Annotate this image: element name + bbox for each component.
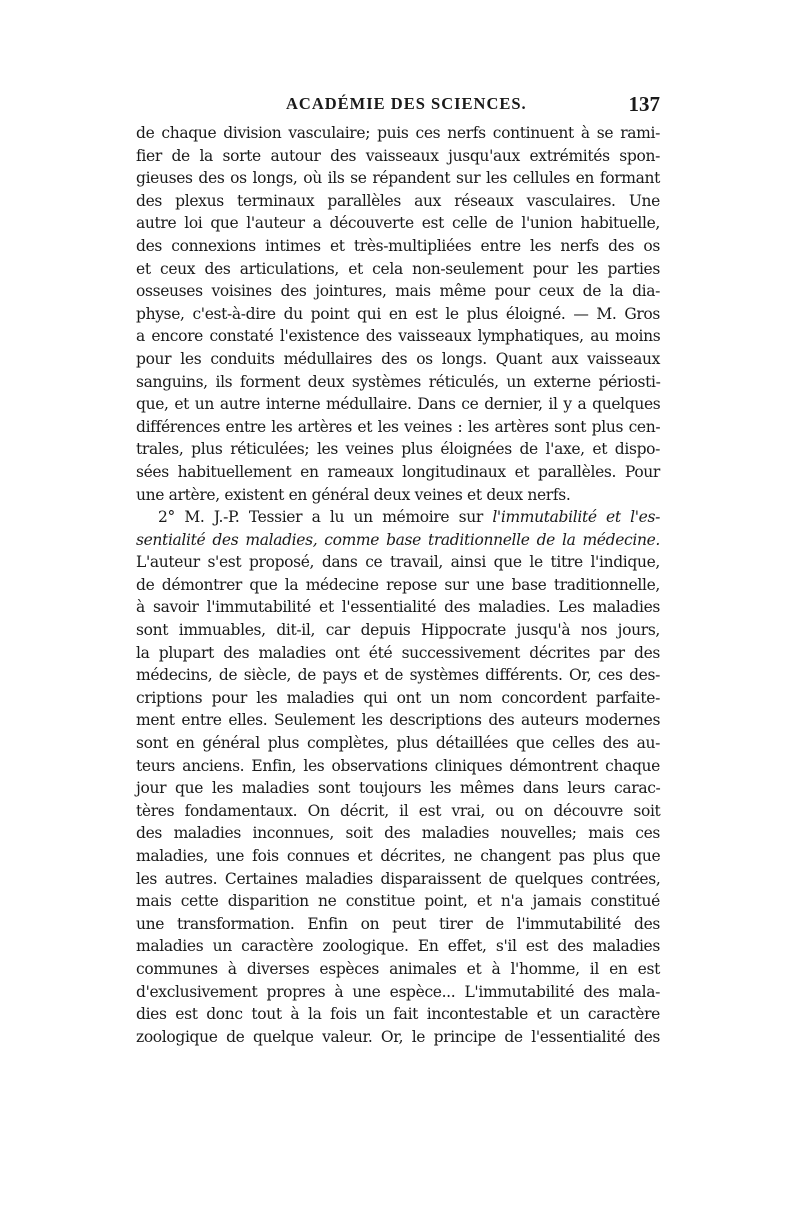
text-line: maladies, une fois connues et décrites, ne changent pas plus que: [136, 847, 661, 865]
text-line: des plexus terminaux parallèles aux réseaux vasculaires. Une: [136, 191, 660, 210]
text-line: L'auteur s'est proposé, dans ce travail, ainsi que le titre l'indique,: [136, 553, 660, 572]
running-title: ACADÉMIE DES SCIENCES.: [286, 94, 527, 113]
text-line: communes à diverses espèces animales et à l'homme, il en est: [136, 959, 660, 978]
text-line: à savoir l'immutabilité et l'essentialité des maladies. Les maladies: [136, 598, 661, 617]
text-line-italic: l'immutabilité et l'es-: [492, 508, 660, 527]
text-line: teurs anciens. Enfin, les observations cliniques démontrent chaque: [136, 756, 660, 775]
text-line-italic: sentialité des maladies, comme base traditionnelle de la médecine.: [136, 530, 660, 549]
text-line: les autres. Certaines maladies disparaissent de quelques contrées,: [136, 869, 661, 888]
text-line: la plupart des maladies ont été successivement décrites par des: [136, 643, 660, 662]
text-line: a encore constaté l'existence des vaisseaux lymphatiques, au moins: [136, 327, 661, 346]
text-line: sont en général plus complètes, plus détaillées que celles des au-: [136, 734, 660, 753]
text-line: sanguins, ils forment deux systèmes réticulés, un externe périosti-: [136, 372, 661, 391]
text-line: de chaque division vasculaire; puis ces nerfs continuent à se rami-: [136, 124, 660, 142]
text-line: ment entre elles. Seulement les descriptions des auteurs modernes: [136, 711, 661, 730]
text-line: de démontrer que la médecine repose sur une base traditionnelle,: [136, 575, 660, 594]
text-line: que, et un autre interne médullaire. Dans ce dernier, il y a quelques: [136, 395, 661, 414]
text-line: physe, c'est-à-dire du point qui en est le plus éloigné. — M. Gros: [136, 304, 660, 323]
text-line: des maladies inconnues, soit des maladies nouvelles; mais ces: [136, 824, 661, 843]
text-line: gieuses des os longs, où ils se répandent sur les cellules en formant: [136, 169, 660, 188]
text-line: zoologique de quelque valeur. Or, le principe de l'essentialité des: [136, 1027, 660, 1046]
text-line: et ceux des articulations, et cela non-seulement pour les parties: [136, 259, 660, 278]
text-line: différences entre les artères et les veines : les artères sont plus cen-: [136, 417, 661, 436]
text-line: médecins, de siècle, de pays et de systèmes différents. Or, ces des-: [136, 666, 660, 685]
text-line: une artère, existent en général deux veines et deux nerfs.: [136, 485, 571, 504]
text-line: maladies un caractère zoologique. En effet, s'il est des maladies: [136, 937, 660, 956]
text-line-roman: 2° M. J.-P. Tessier a lu un mémoire sur: [158, 508, 493, 527]
text-line: fier de la sorte autour des vaisseaux jusqu'aux extrémités spon-: [136, 146, 660, 165]
body-text: [136, 122, 660, 1048]
text-line: jour que les maladies sont toujours les mêmes dans leurs carac-: [136, 779, 661, 798]
text-line: [136, 506, 660, 529]
text-line: une transformation. Enfin on peut tirer de l'immutabilité des: [136, 914, 661, 933]
text-line: sées habituellement en rameaux longitudinaux et parallèles. Pour: [136, 462, 660, 481]
text-line: d'exclusivement propres à une espèce... L'immutabilité des mala-: [136, 982, 661, 1001]
text-line: criptions pour les maladies qui ont un nom concordent parfaite-: [136, 688, 660, 707]
text-line: autre loi que l'auteur a découverte est celle de l'union habituelle,: [136, 214, 660, 233]
text-line: des connexions intimes et très-multipliées entre les nerfs des os: [136, 236, 660, 255]
text-line: trales, plus réticulées; les veines plus éloignées de l'axe, et dispo-: [136, 440, 661, 459]
text-line: pour les conduits médullaires des os longs. Quant aux vaisseaux: [136, 349, 660, 368]
text-line: [136, 529, 660, 552]
text-line: tères fondamentaux. On décrit, il est vrai, ou on découvre soit: [136, 801, 661, 820]
text-line: dies est donc tout à la fois un fait incontestable et un caractère: [136, 1005, 661, 1024]
text-line: sont immuables, dit-il, car depuis Hippocrate jusqu'à nos jours,: [136, 621, 660, 640]
running-head: [136, 92, 660, 122]
page-number: 137: [628, 92, 660, 116]
text-line: mais cette disparition ne constitue point, et n'a jamais constitué: [136, 892, 660, 911]
book-page: [136, 92, 660, 1048]
text-line: osseuses voisines des jointures, mais même pour ceux de la dia-: [136, 282, 661, 301]
